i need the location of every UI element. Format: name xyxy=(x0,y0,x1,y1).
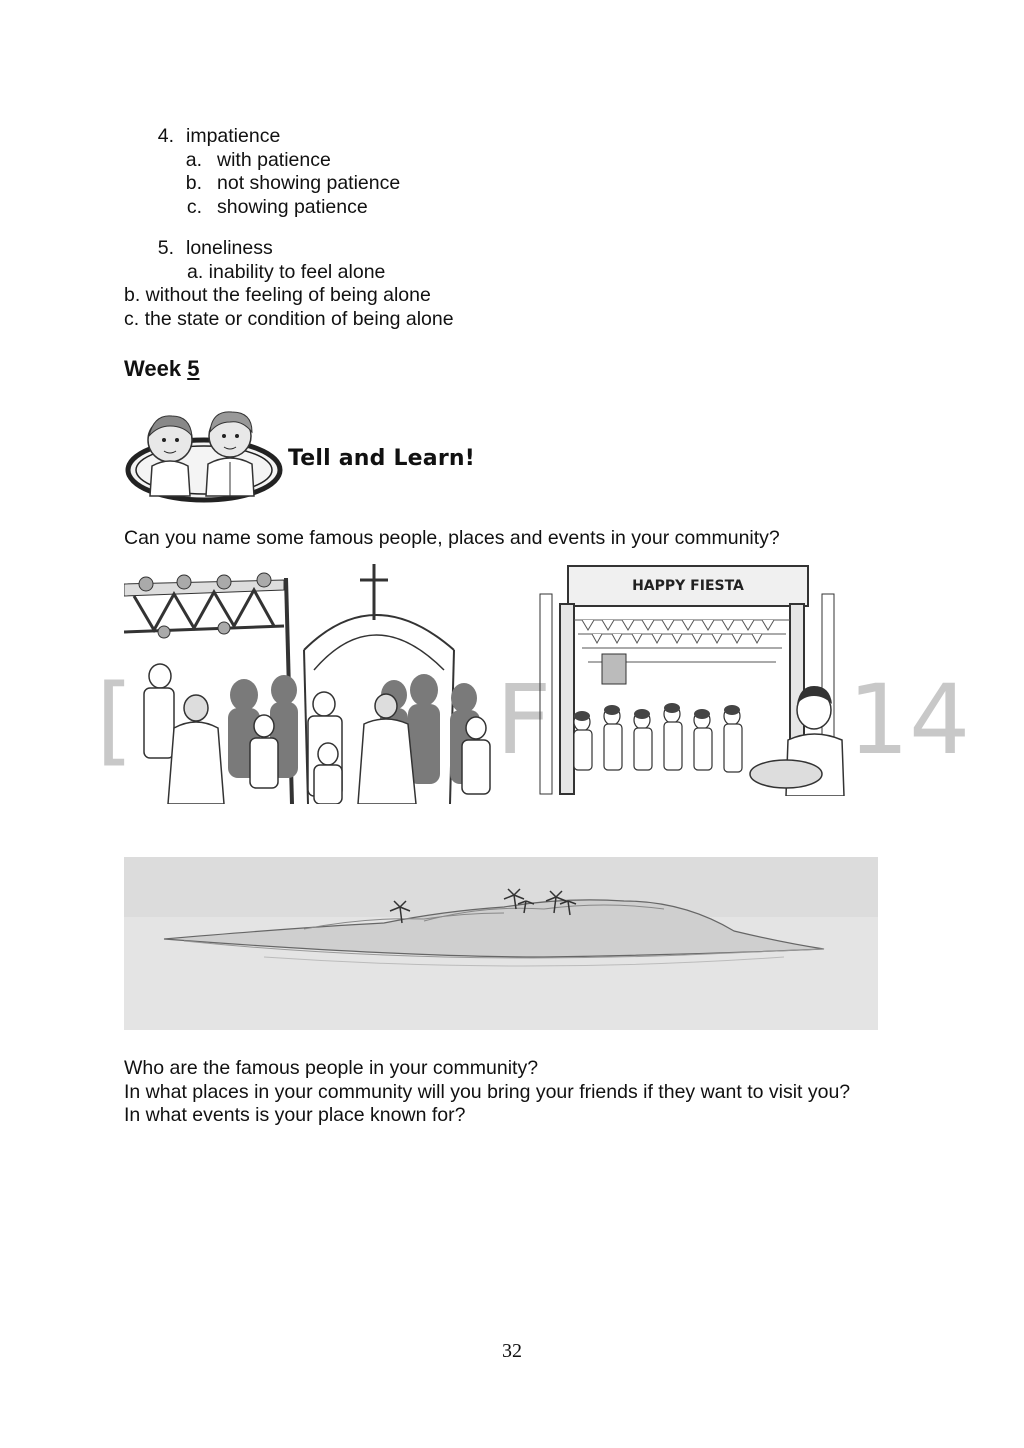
option-text: a. inability to feel alone xyxy=(187,261,386,283)
week-label: Week xyxy=(124,356,182,381)
tell-and-learn-logo xyxy=(124,404,284,506)
closing-question: Who are the famous people in your community? xyxy=(124,1057,539,1079)
option-text: b. without the feeling of being alone xyxy=(124,284,431,306)
question-number: 4. xyxy=(157,125,174,147)
option-text: with patience xyxy=(217,149,331,171)
question-word: impatience xyxy=(186,125,281,147)
page-number: 32 xyxy=(502,1340,522,1362)
option-text: showing patience xyxy=(217,196,368,218)
option-letter: c. xyxy=(186,196,202,218)
procession-illustration xyxy=(124,560,504,804)
intro-question: Can you name some famous people, places and events in your community? xyxy=(124,527,780,549)
question-word: loneliness xyxy=(186,237,273,259)
closing-question: In what places in your community will you bring your friends if they want to visit you? xyxy=(124,1081,851,1103)
island-illustration xyxy=(124,857,878,1030)
tell-and-learn-title: Tell and Learn! xyxy=(288,446,475,471)
question-number: 5. xyxy=(157,237,174,259)
closing-question: In what events is your place known for? xyxy=(124,1104,466,1126)
option-letter: a. xyxy=(185,149,202,171)
option-letter: b. xyxy=(185,172,202,194)
week-heading xyxy=(124,356,199,382)
fiesta-illustration xyxy=(532,564,852,796)
option-text: c. the state or condition of being alone xyxy=(124,308,454,330)
watermark-mid: F xyxy=(496,664,552,776)
option-text: not showing patience xyxy=(217,172,401,194)
watermark-left: [ xyxy=(96,664,134,776)
week-number: 5 xyxy=(187,356,200,381)
fiesta-banner-text: HAPPY FIESTA xyxy=(632,578,744,594)
watermark-right: 14 xyxy=(848,664,971,776)
